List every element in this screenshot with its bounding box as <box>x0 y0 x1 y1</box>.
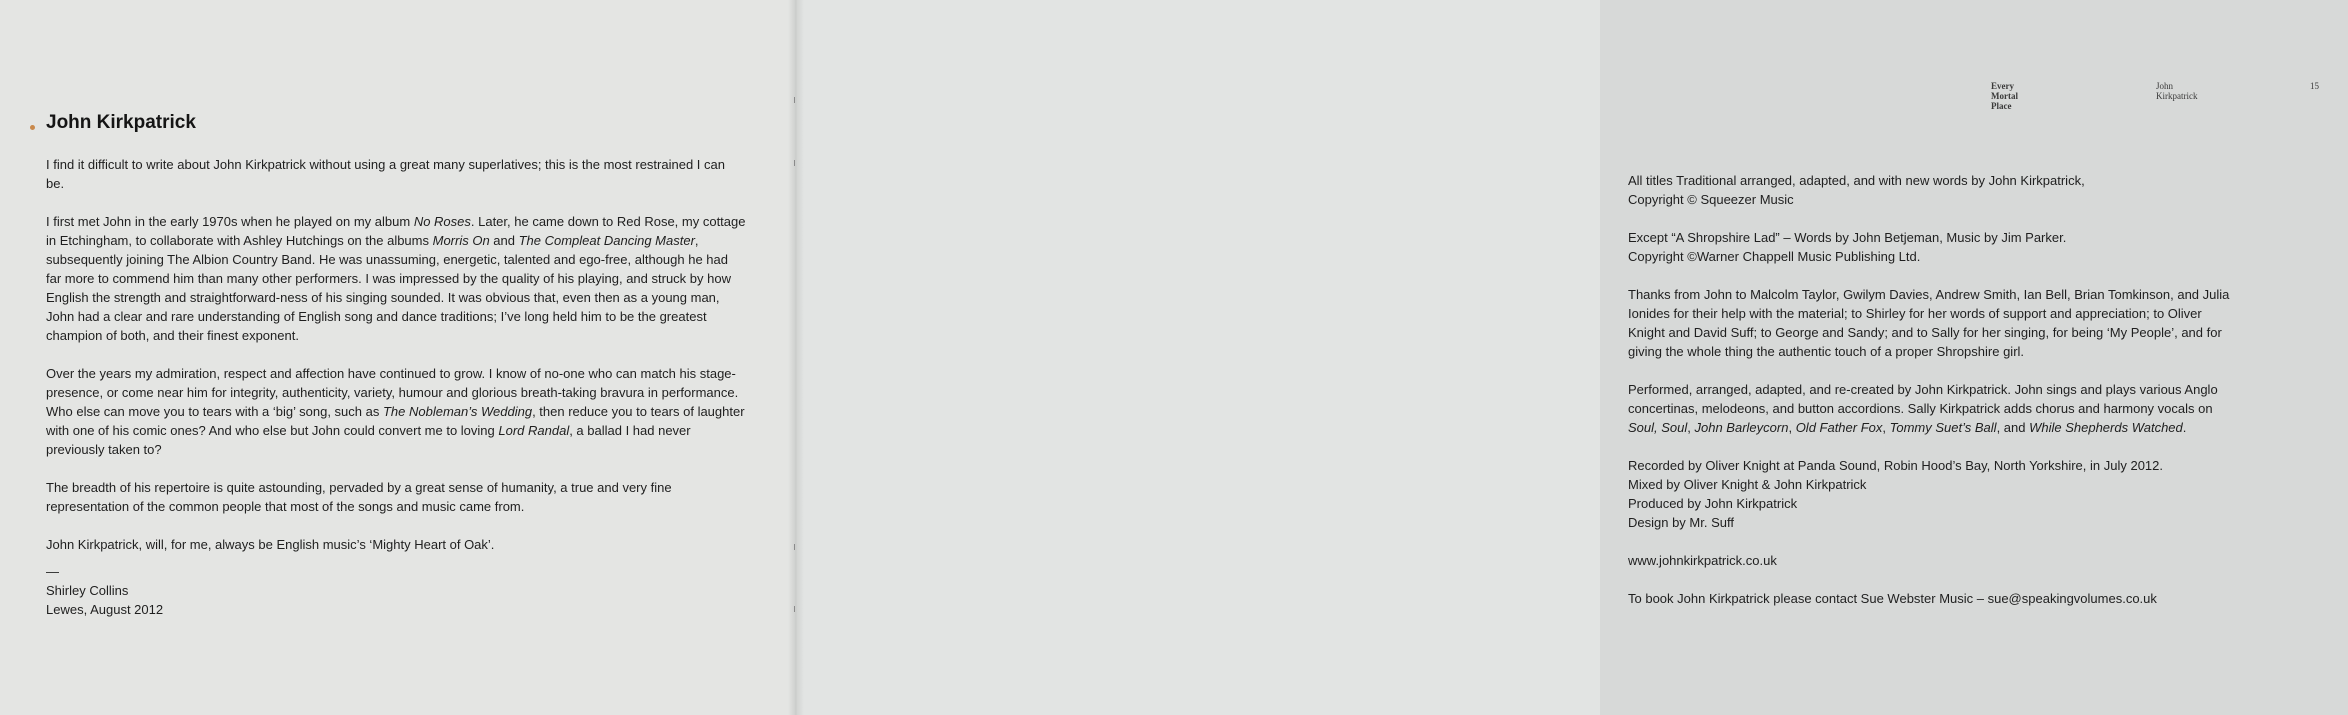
credit-line <box>1628 494 2348 513</box>
credit-line <box>1628 171 2348 190</box>
text-run: and <box>489 233 519 248</box>
italic-title: The Compleat Dancing Master <box>518 233 695 248</box>
text-run: concertinas, melodeons, and button accordions. Sally Kirkpatrick adds chorus and harmony vocals on <box>1628 401 2213 416</box>
text-run: , a ballad I had never previously taken to? <box>46 423 691 457</box>
text-run: Design by Mr. Suff <box>1628 515 1734 530</box>
text-run: Recorded by Oliver Knight at Panda Sound, Robin Hood’s Bay, North Yorkshire, in July 2012. <box>1628 458 2163 473</box>
text-run: Ionides for their help with the material; to Shirley for her words of support and appreciation; to Oliver <box>1628 306 2202 321</box>
staple-mark <box>794 160 799 166</box>
running-header-author: John Kirkpatrick <box>2156 81 2198 101</box>
italic-title: Old Father Fox <box>1795 420 1883 435</box>
credit-line <box>1628 190 2348 209</box>
text-run: All titles Traditional arranged, adapted, and with new words by John Kirkpatrick, <box>1628 173 2085 188</box>
italic-title: Lord Randal <box>498 423 570 438</box>
article-paragraph <box>46 155 746 193</box>
credit-line <box>1628 304 2348 323</box>
running-header-book-title: Every Mortal Place <box>1991 81 2018 111</box>
italic-title: Soul, Soul <box>1628 420 1688 435</box>
text-run: Copyright ©Warner Chappell Music Publishing Ltd. <box>1628 249 1921 264</box>
credit-line <box>1628 342 2348 361</box>
article-paragraph <box>46 535 746 554</box>
text-run: Thanks from John to Malcolm Taylor, Gwilym Davies, Andrew Smith, Ian Bell, Brian Tomkinson, and Julia <box>1628 287 2230 302</box>
credit-line <box>1628 323 2348 342</box>
staple-mark <box>794 97 799 103</box>
italic-title: No Roses <box>413 214 471 229</box>
credit-line <box>1628 551 2348 570</box>
article-paragraph <box>46 364 746 459</box>
credit-line <box>1628 247 2348 266</box>
text-run: I first met John in the early 1970s when he played on my album <box>46 214 414 229</box>
signature-name: Shirley Collins <box>46 583 129 598</box>
credit-line <box>1628 589 2348 608</box>
credits-block <box>1628 171 2348 608</box>
credit-block <box>1628 456 2348 532</box>
left-page <box>0 0 796 715</box>
text-run: Performed, arranged, adapted, and re-created by John Kirkpatrick. John sings and plays various Anglo <box>1628 382 2218 397</box>
article-paragraph <box>46 212 746 345</box>
text-run: , and <box>1996 420 2030 435</box>
credit-block <box>1628 380 2348 437</box>
text-run: . <box>2182 420 2187 435</box>
italic-title: The Nobleman’s Wedding <box>382 404 533 419</box>
italic-title: While Shepherds Watched <box>2029 420 2183 435</box>
credit-line <box>1628 228 2348 247</box>
article-body <box>46 155 746 619</box>
text-run: Except “A Shropshire Lad” – Words by John Betjeman, Music by Jim Parker. <box>1628 230 2067 245</box>
text-run: , <box>1788 420 1796 435</box>
article-paragraph <box>46 478 746 516</box>
credit-line <box>1628 399 2348 418</box>
credit-line <box>1628 456 2348 475</box>
credit-block <box>1628 228 2348 266</box>
staple-mark <box>794 606 799 612</box>
text-run: , <box>1882 420 1890 435</box>
text-run: The breadth of his repertoire is quite astounding, pervaded by a great sense of humanity, a true and very fine representation of the common people that most of the songs and music came from. <box>46 480 672 514</box>
text-run: I find it difficult to write about John Kirkpatrick without using a great many superlatives; this is the most restrained I can be. <box>46 157 725 191</box>
credit-block <box>1628 551 2348 570</box>
credit-block <box>1628 285 2348 361</box>
text-run: To book John Kirkpatrick please contact Sue Webster Music – sue@speakingvolumes.co.uk <box>1628 591 2157 606</box>
text-run: , subsequently joining The Albion Country Band. He was unassuming, energetic, talented and ego-free, although he had far more to commend him than many other performers. I was impressed by the quality of his playing, and struck by how English the strength and straightforward-ness of his singing sounded. It was obvious that, even then as a young man, John had a clear and rare understanding of English song and dance traditions; I’ve long held him to be the greatest champion of both, and their finest exponent. <box>46 233 731 343</box>
text-run: giving the whole thing the authentic touch of a proper Shropshire girl. <box>1628 344 2025 359</box>
text-run: Produced by John Kirkpatrick <box>1628 496 1798 511</box>
signature-block <box>46 562 746 619</box>
text-run: Knight and David Suff; to George and Sandy; and to Sally for her singing, for being ‘My People’, and for <box>1628 325 2222 340</box>
credit-line <box>1628 418 2348 437</box>
italic-title: Tommy Suet’s Ball <box>1889 420 1997 435</box>
text-run: John Kirkpatrick, will, for me, always be English music’s ‘Mighty Heart of Oak’. <box>46 537 495 552</box>
credit-block <box>1628 589 2348 608</box>
article-title: John Kirkpatrick <box>46 112 196 133</box>
title-bullet <box>30 125 35 130</box>
credit-line <box>1628 513 2348 532</box>
page-number: 15 <box>2310 81 2319 91</box>
credit-line <box>1628 285 2348 304</box>
text-run: , <box>1687 420 1695 435</box>
italic-title: Morris On <box>432 233 490 248</box>
signature-place: Lewes, August 2012 <box>46 602 164 617</box>
credit-line <box>1628 380 2348 399</box>
signature-dash: — <box>46 564 59 579</box>
text-run: , then reduce you to tears of laughter with one of his comic ones? And who else but John could convert me to loving <box>46 404 745 438</box>
staple-mark <box>794 544 799 550</box>
credit-block <box>1628 171 2348 209</box>
text-run: Mixed by Oliver Knight & John Kirkpatrick <box>1628 477 1867 492</box>
text-run: Copyright © Squeezer Music <box>1628 192 1794 207</box>
credit-line <box>1628 475 2348 494</box>
text-run: www.johnkirkpatrick.co.uk <box>1628 553 1777 568</box>
italic-title: John Barleycorn <box>1694 420 1789 435</box>
right-page <box>796 0 2319 715</box>
text-run: . Later, he came down to Red Rose, my cottage in Etchingham, to collaborate with Ashley Hutchings on the albums <box>46 214 746 248</box>
text-run: Over the years my admiration, respect and affection have continued to grow. I know of no-one who can match his stage-presence, or come near him for integrity, authenticity, variety, humour and glorious breath-taking bravura in performance. Who else can move you to tears with a ‘big’ song, such as <box>46 366 739 419</box>
